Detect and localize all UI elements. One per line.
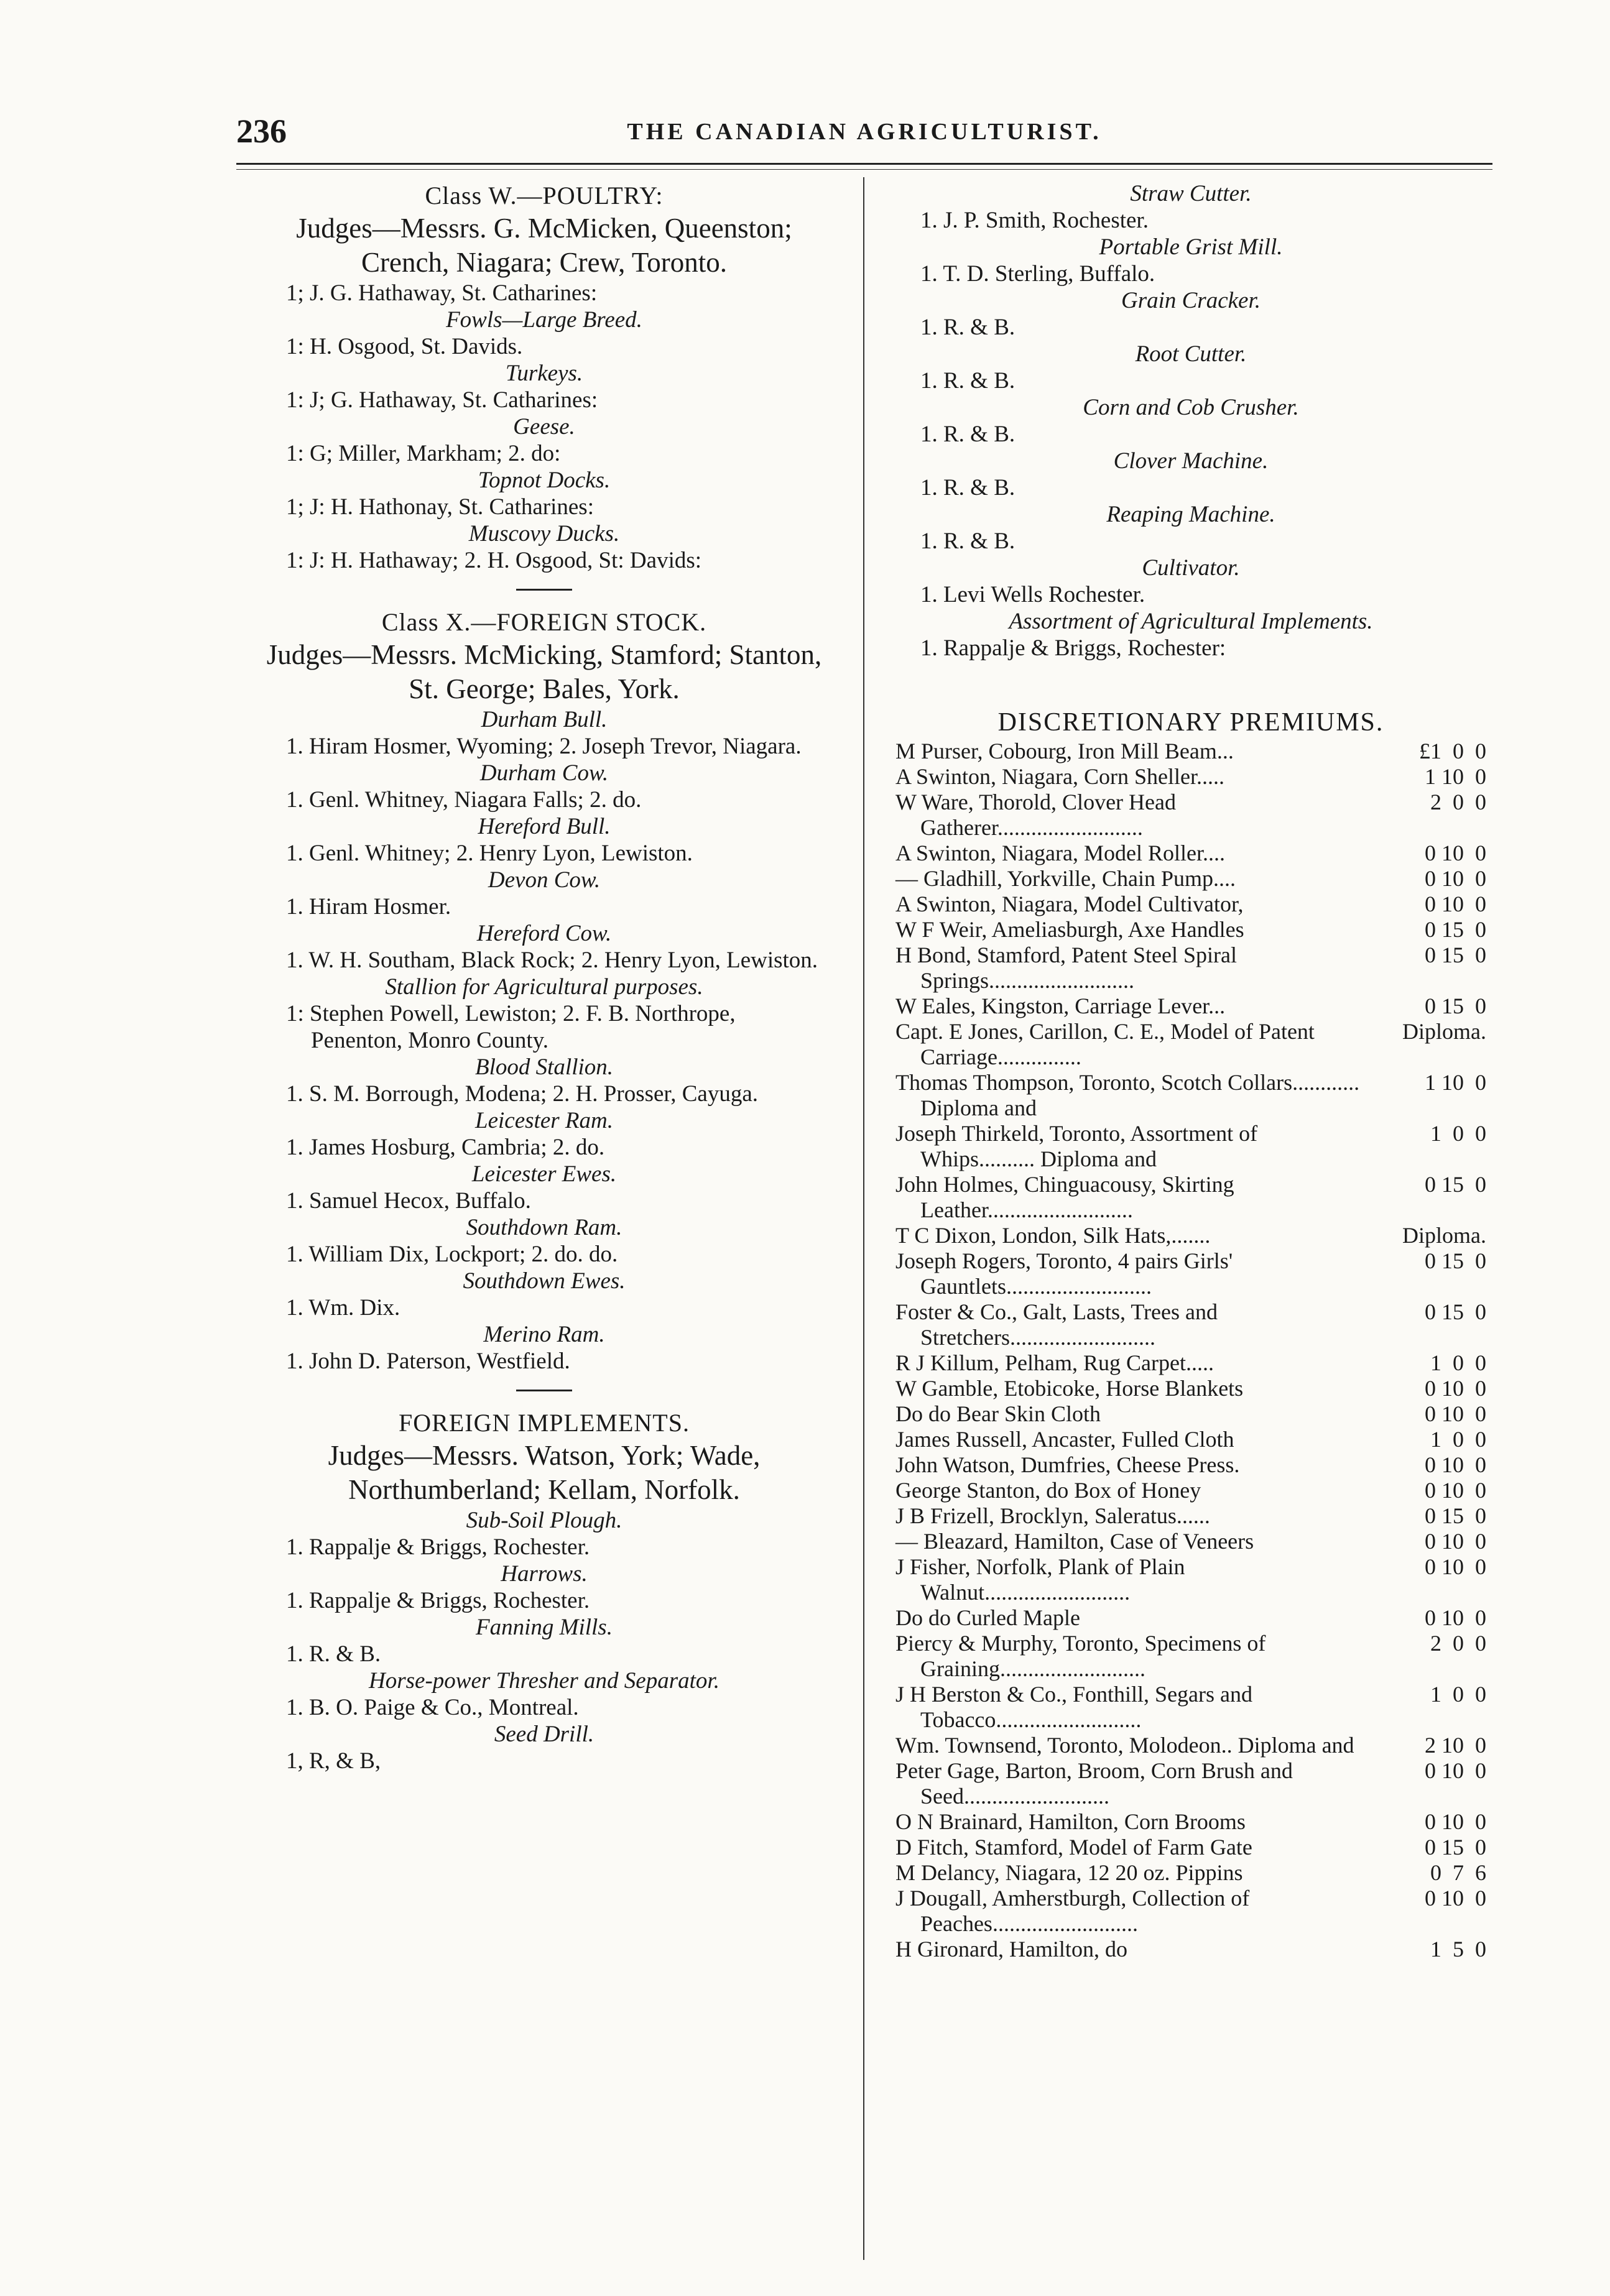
premium-description: Foster & Co., Galt, Lasts, Trees and Stretchers.......................... bbox=[895, 1299, 1218, 1350]
premium-description: H Bond, Stamford, Patent Steel Spiral Springs.......................... bbox=[895, 943, 1237, 993]
entry-text: 1. Genl. Whitney, Niagara Falls; 2. do. bbox=[286, 787, 642, 813]
premium-amount: 0 10 0 bbox=[1425, 1376, 1486, 1401]
premium-row bbox=[895, 994, 1486, 1019]
entry-heading: Stallion for Agricultural purposes. bbox=[385, 974, 703, 1000]
premium-row bbox=[895, 1554, 1486, 1605]
premium-amount: 0 15 0 bbox=[1425, 943, 1486, 967]
entry-text: 1, R, & B, bbox=[286, 1748, 381, 1774]
entry-text: 1. W. H. Southam, Black Rock; 2. Henry Lyon, Lewiston. bbox=[286, 947, 818, 973]
entry-heading: Cultivator. bbox=[1142, 555, 1240, 581]
premium-amount: 1 0 0 bbox=[1430, 1350, 1486, 1375]
premium-description: J Dougall, Amherstburgh, Collection of Peaches.......................... bbox=[895, 1886, 1250, 1936]
premium-row bbox=[895, 1631, 1486, 1682]
premium-description: A Swinton, Niagara, Corn Sheller..... bbox=[895, 764, 1224, 789]
premium-amount: 0 15 0 bbox=[1425, 994, 1486, 1018]
premium-row bbox=[895, 1019, 1486, 1070]
judges-line: Judges—Messrs. Watson, York; Wade, Northumberland; Kellam, Norfolk. bbox=[328, 1440, 761, 1505]
entry-heading: Topnot Docks. bbox=[478, 468, 611, 493]
discretionary-title: DISCRETIONARY PREMIUMS. bbox=[997, 708, 1384, 737]
entry-heading: Seed Drill. bbox=[494, 1722, 594, 1747]
column-divider bbox=[863, 177, 864, 2260]
premium-row bbox=[895, 1605, 1486, 1631]
premium-row bbox=[895, 1427, 1486, 1452]
entry-heading: Straw Cutter. bbox=[1130, 181, 1252, 206]
header-rule bbox=[236, 163, 1492, 165]
premium-description: — Bleazard, Hamilton, Case of Veneers bbox=[895, 1529, 1254, 1554]
premium-amount: Diploma. bbox=[1402, 1223, 1486, 1248]
entry-heading: Merino Ram. bbox=[483, 1322, 605, 1347]
premium-row bbox=[895, 1886, 1486, 1937]
premium-row bbox=[895, 1350, 1486, 1376]
premium-row bbox=[895, 917, 1486, 943]
entry-heading: Devon Cow. bbox=[488, 867, 601, 893]
premium-description: W Ware, Thorold, Clover Head Gatherer.......................... bbox=[895, 790, 1176, 840]
premium-description: John Holmes, Chinguacousy, Skirting Leather.......................... bbox=[895, 1172, 1234, 1222]
judges-line: Judges—Messrs. McMicking, Stamford; Stanton, St. George; Bales, York. bbox=[266, 639, 822, 704]
entry-heading: Fanning Mills. bbox=[476, 1615, 613, 1640]
premium-description: George Stanton, do Box of Honey bbox=[895, 1478, 1201, 1503]
entry-heading: Portable Grist Mill. bbox=[1099, 234, 1283, 260]
premium-description: Thomas Thompson, Toronto, Scotch Collars............ Diploma and bbox=[895, 1070, 1360, 1120]
premium-row bbox=[895, 1937, 1486, 1962]
premium-description: Peter Gage, Barton, Broom, Corn Brush and Seed.......................... bbox=[895, 1758, 1293, 1809]
premium-description: J B Frizell, Brocklyn, Saleratus...... bbox=[895, 1503, 1210, 1528]
entry-text: 1: G; Miller, Markham; 2. do: bbox=[286, 441, 561, 466]
premium-row bbox=[895, 1835, 1486, 1860]
premium-amount: 1 5 0 bbox=[1430, 1937, 1486, 1962]
entry-heading: Root Cutter. bbox=[1135, 341, 1247, 367]
premium-description: — Gladhill, Yorkville, Chain Pump.... bbox=[895, 866, 1236, 891]
entries-list bbox=[261, 1507, 827, 1774]
premium-amount: 0 15 0 bbox=[1425, 1172, 1486, 1197]
entry-text: 1. R. & B. bbox=[920, 475, 1016, 500]
section-title: Class W.—POULTRY: bbox=[425, 182, 664, 210]
premium-row bbox=[895, 1529, 1486, 1554]
entry-text: 1: J; G. Hathaway, St. Catharines: bbox=[286, 387, 598, 413]
entry-text: 1. James Hosburg, Cambria; 2. do. bbox=[286, 1135, 605, 1160]
entry-text: 1; J: H. Hathonay, St. Catharines: bbox=[286, 494, 594, 520]
entry-text: 1. B. O. Paige & Co., Montreal. bbox=[286, 1695, 579, 1720]
premium-amount: 0 15 0 bbox=[1425, 1503, 1486, 1528]
poultry-section bbox=[261, 180, 827, 574]
premium-amount: 1 0 0 bbox=[1430, 1427, 1486, 1452]
section-divider bbox=[516, 589, 572, 591]
premium-amount: 2 0 0 bbox=[1430, 790, 1486, 814]
premiums-table bbox=[895, 739, 1486, 1962]
premium-amount: 0 10 0 bbox=[1425, 1554, 1486, 1579]
entry-text: 1. Wm. Dix. bbox=[286, 1295, 400, 1321]
section-title: FOREIGN IMPLEMENTS. bbox=[399, 1409, 690, 1437]
premium-description: Do do Curled Maple bbox=[895, 1605, 1080, 1630]
entry-text: 1. Rappalje & Briggs, Rochester: bbox=[920, 635, 1226, 661]
premium-row bbox=[895, 1172, 1486, 1223]
premium-amount: 0 10 0 bbox=[1425, 866, 1486, 891]
entry-text: 1. R. & B. bbox=[920, 315, 1016, 340]
entry-text: 1. Rappalje & Briggs, Rochester. bbox=[286, 1588, 590, 1613]
premium-row bbox=[895, 1809, 1486, 1835]
premium-description: Wm. Townsend, Toronto, Molodeon.. Diploma and bbox=[895, 1733, 1354, 1758]
entry-heading: Geese. bbox=[513, 414, 575, 440]
entry-heading: Leicester Ewes. bbox=[471, 1161, 617, 1187]
entries-list bbox=[261, 280, 827, 574]
entry-text: 1. R. & B. bbox=[286, 1641, 381, 1667]
premium-row bbox=[895, 790, 1486, 841]
entry-heading: Blood Stallion. bbox=[475, 1054, 613, 1080]
entry-heading: Durham Cow. bbox=[479, 760, 609, 786]
premium-row bbox=[895, 1223, 1486, 1248]
entry-heading: Durham Bull. bbox=[481, 707, 608, 732]
premium-amount: 0 10 0 bbox=[1425, 1452, 1486, 1477]
header-rule-thin bbox=[236, 169, 1492, 170]
premium-amount: 0 15 0 bbox=[1425, 1835, 1486, 1860]
premium-amount: 1 0 0 bbox=[1430, 1121, 1486, 1146]
premium-description: M Delancy, Niagara, 12 20 oz. Pippins bbox=[895, 1860, 1243, 1885]
premium-amount: £1 0 0 bbox=[1419, 739, 1486, 763]
entry-heading: Grain Cracker. bbox=[1121, 288, 1261, 313]
entry-heading: Sub-Soil Plough. bbox=[466, 1508, 622, 1533]
premium-row bbox=[895, 1733, 1486, 1758]
premium-row bbox=[895, 1376, 1486, 1401]
premium-description: M Purser, Cobourg, Iron Mill Beam... bbox=[895, 739, 1234, 763]
foreign-stock-section bbox=[261, 607, 827, 1375]
entry-text: 1; J. G. Hathaway, St. Catharines: bbox=[286, 280, 598, 306]
premium-row bbox=[895, 1121, 1486, 1172]
premium-description: W Eales, Kingston, Carriage Lever... bbox=[895, 994, 1226, 1018]
premium-amount: 1 0 0 bbox=[1430, 1682, 1486, 1707]
entry-text: 1: Stephen Powell, Lewiston; 2. F. B. Northrope, Penenton, Monro County. bbox=[286, 1001, 736, 1053]
entry-text: 1. Samuel Hecox, Buffalo. bbox=[286, 1188, 531, 1214]
premium-description: Do do Bear Skin Cloth bbox=[895, 1401, 1101, 1426]
premium-description: Joseph Thirkeld, Toronto, Assortment of Whips.......... Diploma and bbox=[895, 1121, 1258, 1171]
premium-description: O N Brainard, Hamilton, Corn Brooms bbox=[895, 1809, 1246, 1834]
entry-text: 1. Genl. Whitney; 2. Henry Lyon, Lewiston. bbox=[286, 841, 693, 866]
entry-text: 1. William Dix, Lockport; 2. do. do. bbox=[286, 1242, 618, 1267]
premium-row bbox=[895, 1401, 1486, 1427]
page-header bbox=[236, 112, 1492, 155]
foreign-implements-section bbox=[261, 1408, 827, 1774]
premium-description: James Russell, Ancaster, Fulled Cloth bbox=[895, 1427, 1234, 1452]
premium-row bbox=[895, 1503, 1486, 1529]
premium-row bbox=[895, 1070, 1486, 1121]
entry-text: 1. Hiram Hosmer, Wyoming; 2. Joseph Trevor, Niagara. bbox=[286, 734, 802, 759]
premium-description: D Fitch, Stamford, Model of Farm Gate bbox=[895, 1835, 1252, 1860]
entries-list bbox=[261, 706, 827, 1375]
premium-row bbox=[895, 866, 1486, 892]
premium-amount: 0 10 0 bbox=[1425, 1809, 1486, 1834]
entry-heading: Clover Machine. bbox=[1113, 448, 1269, 474]
premium-description: H Gironard, Hamilton, do bbox=[895, 1937, 1127, 1962]
premium-row bbox=[895, 1758, 1486, 1809]
section-title: Class X.—FOREIGN STOCK. bbox=[381, 608, 707, 636]
entry-heading: Turkeys. bbox=[505, 361, 583, 386]
premium-description: A Swinton, Niagara, Model Roller.... bbox=[895, 841, 1225, 865]
premium-amount: 1 10 0 bbox=[1425, 764, 1486, 789]
premium-row bbox=[895, 1299, 1486, 1350]
entry-text: 1: H. Osgood, St. Davids. bbox=[286, 334, 523, 359]
premium-row bbox=[895, 1248, 1486, 1299]
premium-amount: 0 15 0 bbox=[1425, 917, 1486, 942]
entry-heading: Southdown Ewes. bbox=[463, 1268, 626, 1294]
entry-heading: Hereford Cow. bbox=[476, 921, 612, 946]
entry-text: 1. R. & B. bbox=[920, 422, 1016, 447]
entry-text: 1. J. P. Smith, Rochester. bbox=[920, 208, 1149, 233]
section-divider bbox=[516, 1390, 572, 1391]
premium-amount: 0 10 0 bbox=[1425, 1478, 1486, 1503]
premium-description: J H Berston & Co., Fonthill, Segars and Tobacco.......................... bbox=[895, 1682, 1252, 1732]
premium-row bbox=[895, 1478, 1486, 1503]
premium-amount: 2 10 0 bbox=[1425, 1733, 1486, 1758]
premium-row bbox=[895, 892, 1486, 917]
premium-row bbox=[895, 764, 1486, 790]
running-title: THE CANADIAN AGRICULTURIST. bbox=[627, 119, 1102, 145]
entry-heading: Fowls—Large Breed. bbox=[446, 307, 642, 333]
premium-description: R J Killum, Pelham, Rug Carpet..... bbox=[895, 1350, 1214, 1375]
premium-description: W Gamble, Etobicoke, Horse Blankets bbox=[895, 1376, 1244, 1401]
premium-amount: 0 10 0 bbox=[1425, 1758, 1486, 1783]
premium-description: A Swinton, Niagara, Model Cultivator, bbox=[895, 892, 1244, 916]
premium-amount: Diploma. bbox=[1402, 1019, 1486, 1044]
left-column bbox=[261, 180, 827, 1774]
premium-amount: 0 7 6 bbox=[1430, 1860, 1486, 1885]
entry-heading: Harrows. bbox=[501, 1561, 588, 1587]
premium-description: W F Weir, Ameliasburgh, Axe Handles bbox=[895, 917, 1244, 942]
entry-heading: Horse-power Thresher and Separator. bbox=[369, 1668, 719, 1694]
premium-amount: 0 10 0 bbox=[1425, 1886, 1486, 1911]
entry-heading: Southdown Ram. bbox=[466, 1215, 622, 1240]
premium-amount: 0 10 0 bbox=[1425, 1529, 1486, 1554]
entry-heading: Hereford Bull. bbox=[478, 814, 611, 839]
entry-heading: Reaping Machine. bbox=[1106, 502, 1275, 527]
premium-amount: 0 10 0 bbox=[1425, 892, 1486, 916]
premium-row bbox=[895, 1860, 1486, 1886]
entry-text: 1. R. & B. bbox=[920, 528, 1016, 554]
premium-amount: 1 10 0 bbox=[1425, 1070, 1486, 1095]
premium-description: Piercy & Murphy, Toronto, Specimens of Graining.......................... bbox=[895, 1631, 1266, 1681]
premium-row bbox=[895, 739, 1486, 764]
entry-text: 1. Rappalje & Briggs, Rochester. bbox=[286, 1534, 590, 1560]
right-column bbox=[895, 180, 1486, 1962]
implements-list bbox=[895, 180, 1486, 662]
entry-text: 1. Hiram Hosmer. bbox=[286, 894, 451, 920]
premium-description: T C Dixon, London, Silk Hats,....... bbox=[895, 1223, 1211, 1248]
premium-amount: 0 10 0 bbox=[1425, 1605, 1486, 1630]
premium-row bbox=[895, 1452, 1486, 1478]
entry-heading: Corn and Cob Crusher. bbox=[1083, 395, 1299, 420]
premium-amount: 2 0 0 bbox=[1430, 1631, 1486, 1656]
entry-text: 1. T. D. Sterling, Buffalo. bbox=[920, 261, 1155, 287]
premium-amount: 0 10 0 bbox=[1425, 1401, 1486, 1426]
entry-text: 1. R. & B. bbox=[920, 368, 1016, 394]
premium-row bbox=[895, 1682, 1486, 1733]
premium-row bbox=[895, 943, 1486, 994]
premium-description: J Fisher, Norfolk, Plank of Plain Walnut.......................... bbox=[895, 1554, 1185, 1605]
premium-description: Joseph Rogers, Toronto, 4 pairs Girls' Gauntlets.......................... bbox=[895, 1248, 1233, 1299]
entry-text: 1: J: H. Hathaway; 2. H. Osgood, St: Davids: bbox=[286, 548, 702, 573]
premium-amount: 0 10 0 bbox=[1425, 841, 1486, 865]
entry-heading: Assortment of Agricultural Implements. bbox=[1009, 609, 1373, 634]
entry-text: 1. Levi Wells Rochester. bbox=[920, 582, 1145, 607]
premium-amount: 0 15 0 bbox=[1425, 1248, 1486, 1273]
page-number: 236 bbox=[236, 113, 287, 150]
premium-description: Capt. E Jones, Carillon, C. E., Model of Patent Carriage............... bbox=[895, 1019, 1315, 1069]
premium-row bbox=[895, 841, 1486, 866]
premium-description: John Watson, Dumfries, Cheese Press. bbox=[895, 1452, 1240, 1477]
premium-amount: 0 15 0 bbox=[1425, 1299, 1486, 1324]
entry-text: 1. S. M. Borrough, Modena; 2. H. Prosser, Cayuga. bbox=[286, 1081, 759, 1107]
judges-line: Judges—Messrs. G. McMicken, Queenston; Crench, Niagara; Crew, Toronto. bbox=[296, 213, 792, 278]
entry-heading: Muscovy Ducks. bbox=[468, 521, 620, 546]
entry-heading: Leicester Ram. bbox=[475, 1108, 613, 1133]
entry-text: 1. John D. Paterson, Westfield. bbox=[286, 1349, 570, 1374]
